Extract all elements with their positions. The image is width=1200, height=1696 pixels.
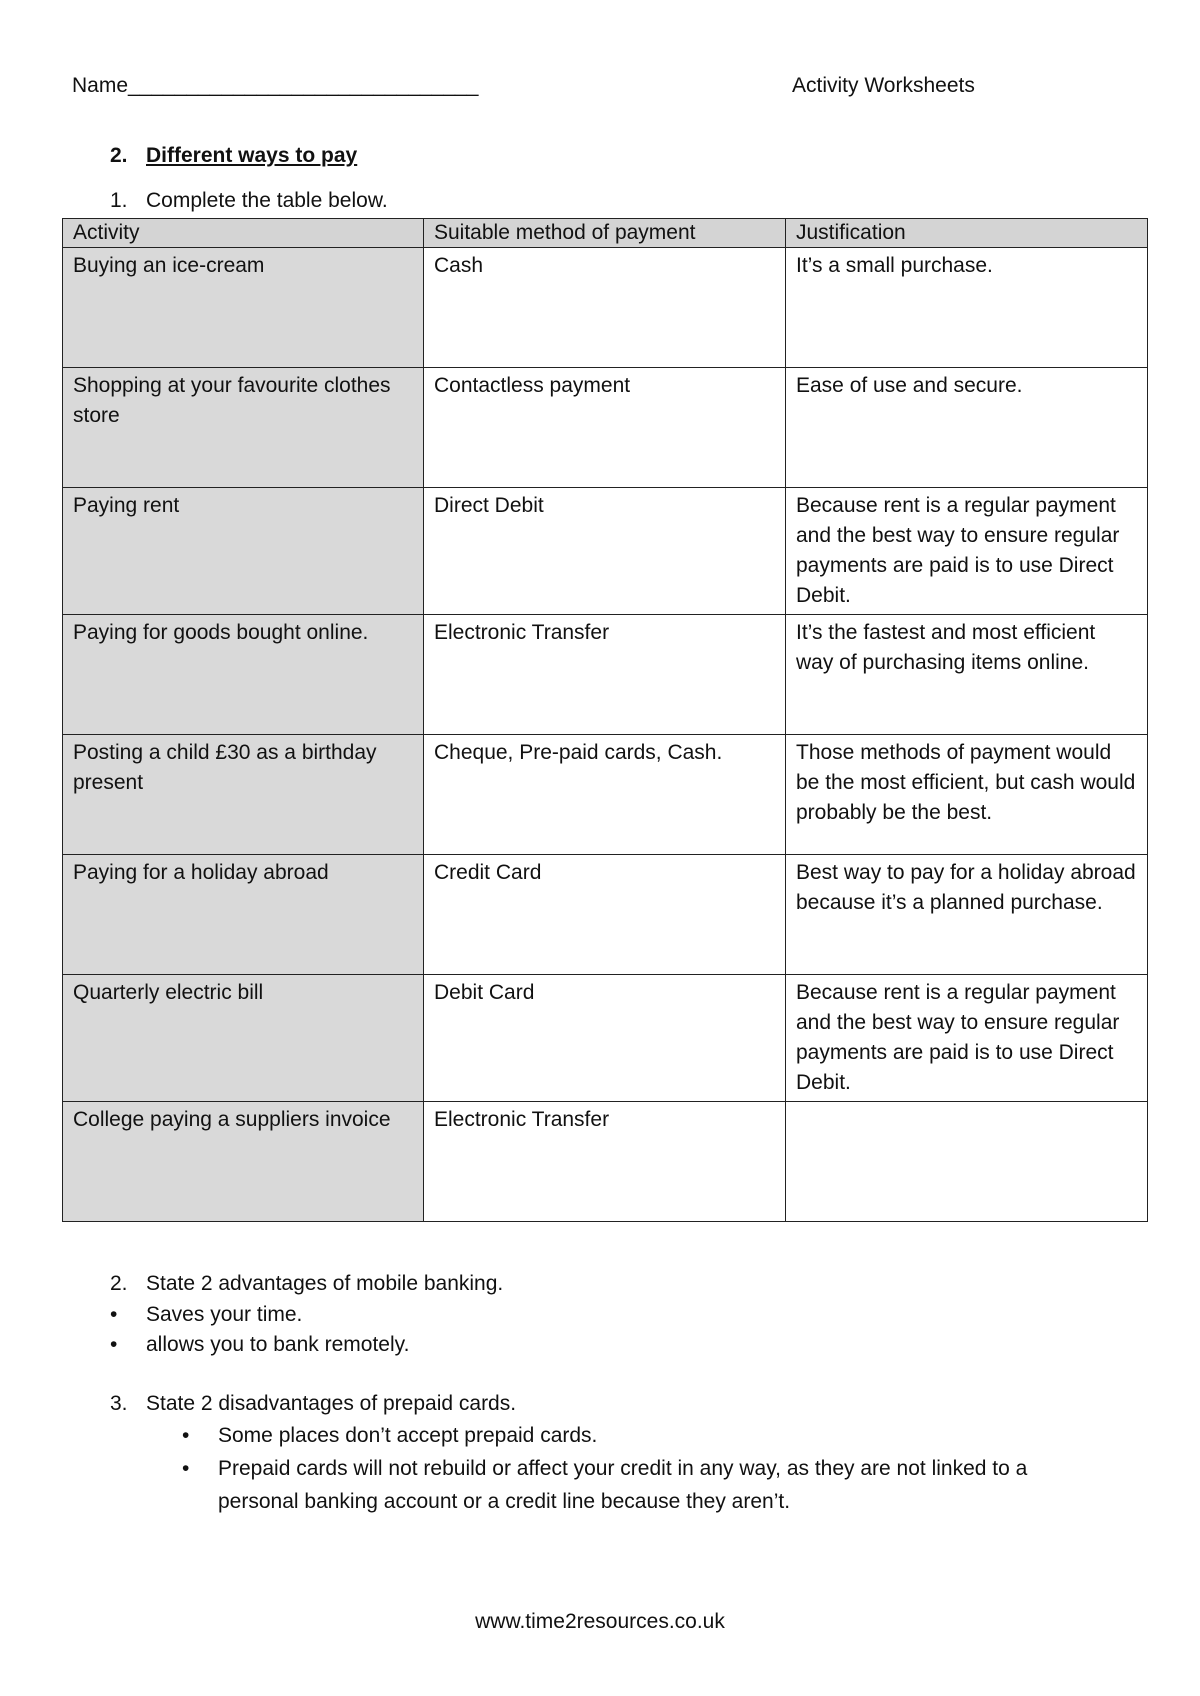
table-row — [63, 488, 1148, 615]
question-2-answers — [110, 1300, 409, 1360]
section-title: Different ways to pay — [146, 144, 358, 167]
worksheet-header-title: Activity Worksheets — [792, 74, 975, 97]
activity-cell: Paying for a holiday abroad — [63, 855, 424, 975]
question-3 — [110, 1392, 516, 1416]
answer-text: Some places don’t accept prepaid cards. — [218, 1424, 598, 1447]
list-item — [182, 1419, 1102, 1452]
activity-cell: Posting a child £30 as a birthday present — [63, 735, 424, 855]
payment-methods-table — [62, 218, 1148, 1222]
method-cell[interactable]: Electronic Transfer — [424, 1102, 786, 1222]
justification-cell[interactable]: Best way to pay for a holiday abroad because it’s a planned purchase. — [786, 855, 1148, 975]
column-header-method: Suitable method of payment — [424, 219, 786, 248]
justification-cell[interactable]: Those methods of payment would be the most efficient, but cash would probably be the best. — [786, 735, 1148, 855]
activity-cell: Shopping at your favourite clothes store — [63, 368, 424, 488]
justification-cell[interactable]: Because rent is a regular payment and the best way to ensure regular payments are paid is to use Direct Debit. — [786, 488, 1148, 615]
activity-cell: Paying rent — [63, 488, 424, 615]
activity-cell: Paying for goods bought online. — [63, 615, 424, 735]
method-cell[interactable]: Contactless payment — [424, 368, 786, 488]
method-cell[interactable]: Cash — [424, 248, 786, 368]
question-3-answers — [182, 1419, 1102, 1518]
justification-cell[interactable] — [786, 1102, 1148, 1222]
table-row — [63, 615, 1148, 735]
column-header-justification: Justification — [786, 219, 1148, 248]
section-number: 2. — [110, 144, 128, 167]
bullet-icon: • — [182, 1424, 190, 1447]
table-row — [63, 248, 1148, 368]
justification-cell[interactable]: Because rent is a regular payment and the best way to ensure regular payments are paid is to use Direct Debit. — [786, 975, 1148, 1102]
name-field-label: Name______________________________ — [72, 74, 479, 97]
answer-text: Prepaid cards will not rebuild or affect your credit in any way, as they are not linked to a personal banking account or a credit line because they aren’t. — [218, 1457, 1028, 1513]
list-item — [110, 1300, 409, 1330]
list-item — [182, 1452, 1102, 1518]
justification-cell[interactable]: It’s a small purchase. — [786, 248, 1148, 368]
activity-cell: College paying a suppliers invoice — [63, 1102, 424, 1222]
activity-cell: Buying an ice-cream — [63, 248, 424, 368]
column-header-activity: Activity — [63, 219, 424, 248]
table-row — [63, 735, 1148, 855]
table-row — [63, 1102, 1148, 1222]
question-1-number: 1. — [110, 189, 128, 212]
answer-text: Saves your time. — [146, 1303, 303, 1326]
bullet-icon: • — [110, 1333, 118, 1356]
table-header-row — [63, 219, 1148, 248]
question-3-text: State 2 disadvantages of prepaid cards. — [146, 1392, 517, 1415]
method-cell[interactable]: Credit Card — [424, 855, 786, 975]
section-heading — [110, 144, 357, 168]
bullet-icon: • — [110, 1303, 118, 1326]
bullet-icon: • — [182, 1457, 190, 1480]
activity-cell: Quarterly electric bill — [63, 975, 424, 1102]
question-2 — [110, 1272, 503, 1296]
footer-website: www.time2resources.co.uk — [475, 1610, 725, 1633]
justification-cell[interactable]: It’s the fastest and most efficient way of purchasing items online. — [786, 615, 1148, 735]
method-cell[interactable]: Debit Card — [424, 975, 786, 1102]
method-cell[interactable]: Cheque, Pre-paid cards, Cash. — [424, 735, 786, 855]
question-3-number: 3. — [110, 1392, 128, 1415]
method-cell[interactable]: Electronic Transfer — [424, 615, 786, 735]
answer-text: allows you to bank remotely. — [146, 1333, 410, 1356]
table-row — [63, 368, 1148, 488]
question-1-text: Complete the table below. — [146, 189, 388, 212]
justification-cell[interactable]: Ease of use and secure. — [786, 368, 1148, 488]
table-row — [63, 975, 1148, 1102]
list-item — [110, 1330, 409, 1360]
method-cell[interactable]: Direct Debit — [424, 488, 786, 615]
question-2-text: State 2 advantages of mobile banking. — [146, 1272, 504, 1295]
question-2-number: 2. — [110, 1272, 128, 1295]
table-row — [63, 855, 1148, 975]
question-1 — [110, 189, 388, 213]
